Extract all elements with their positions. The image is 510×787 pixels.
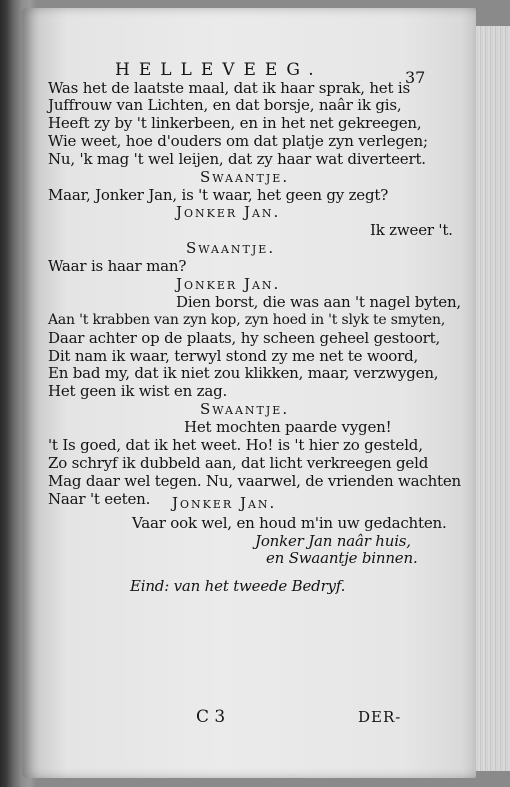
speaker-name: Jonker Jan. xyxy=(172,494,277,512)
verse-line: Het mochten paarde vygen! xyxy=(184,418,392,436)
verse-line: Mag daar wel tegen. Nu, vaarwel, de vrienden wachten xyxy=(48,472,462,490)
verse-line: Juffrouw van Lichten, en dat borsje, naâr ik gis, xyxy=(48,96,402,114)
verse-line: Aan 't krabben van zyn kop, zyn hoed in 't slyk te smyten, xyxy=(48,312,446,328)
verse-line: Heeft zy by 't linkerbeen, en in het net gekreegen, xyxy=(48,114,422,132)
speaker-name: Swaantje. xyxy=(200,168,290,186)
catchword: DER- xyxy=(358,708,402,726)
verse-line: Vaar ook wel, en houd m'in uw gedachten. xyxy=(132,514,447,532)
verse-line: En bad my, dat ik niet zou klikken, maar, verzwygen, xyxy=(48,364,439,382)
verse-line: Dien borst, die was aan 't nagel byten, xyxy=(176,293,461,311)
page-edges xyxy=(475,26,510,771)
act-ending: Eind: van het tweede Bedryf. xyxy=(130,577,346,595)
speaker-name: Swaantje. xyxy=(186,239,276,257)
verse-line: Nu, 'k mag 't wel leijen, dat zy haar wat diverteert. xyxy=(48,150,426,168)
verse-line: Waar is haar man? xyxy=(48,257,187,275)
speaker-name: Jonker Jan. xyxy=(176,203,281,221)
signature-mark: C 3 xyxy=(196,707,226,727)
verse-line: Dit nam ik waar, terwyl stond zy me net te woord, xyxy=(48,347,419,365)
verse-line: Ik zweer 't. xyxy=(370,221,453,239)
verse-line: Was het de laatste maal, dat ik haar sprak, het is xyxy=(48,79,410,97)
stage-direction: en Swaantje binnen. xyxy=(266,549,418,567)
running-head: HELLEVEEG. xyxy=(115,60,323,80)
page-number: 37 xyxy=(405,68,426,87)
verse-line: Het geen ik wist en zag. xyxy=(48,382,228,400)
speaker-name: Swaantje. xyxy=(200,400,290,418)
verse-line: 't Is goed, dat ik het weet. Ho! is 't hier zo gesteld, xyxy=(48,436,423,454)
verse-line: Wie weet, hoe d'ouders om dat platje zyn verlegen; xyxy=(48,132,428,150)
verse-line: Naar 't eeten. xyxy=(48,490,151,508)
verse-line: Daar achter op de plaats, hy scheen geheel gestoort, xyxy=(48,329,441,347)
verse-line: Maar, Jonker Jan, is 't waar, het geen gy zegt? xyxy=(48,186,389,204)
verse-line: Zo schryf ik dubbeld aan, dat licht verkreegen geld xyxy=(48,454,429,472)
stage-direction: Jonker Jan naâr huis, xyxy=(255,532,411,550)
speaker-name: Jonker Jan. xyxy=(176,275,281,293)
